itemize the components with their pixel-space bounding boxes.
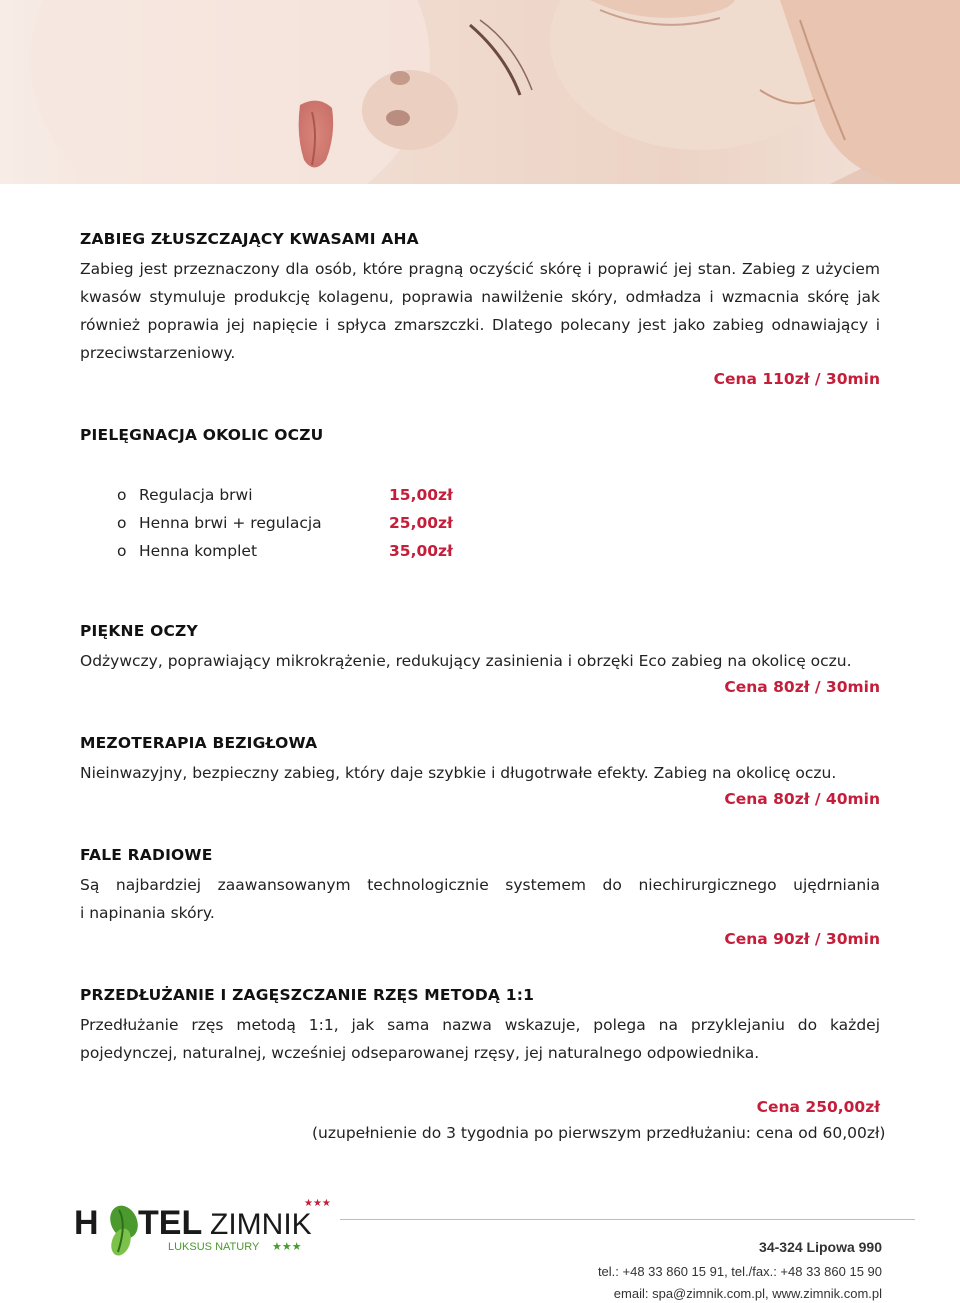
- price-beautiful-eyes: Cena 80zł / 30min: [724, 678, 880, 696]
- logo-tagline: LUKSUS NATURY: [168, 1241, 260, 1253]
- section-title-lashes: PRZEDŁUŻANIE I ZAGĘSZCZANIE RZĘS METODĄ 1:1: [80, 986, 535, 1004]
- bullet: o: [117, 486, 127, 504]
- logo-graphic: [72, 1192, 342, 1262]
- logo-stars-red: ★★★: [304, 1198, 331, 1209]
- section-title-aha: ZABIEG ZŁUSZCZAJĄCY KWASAMI AHA: [80, 230, 419, 248]
- section-title-beautiful-eyes: PIĘKNE OCZY: [80, 622, 198, 640]
- list-item: [117, 537, 517, 565]
- section-description-lashes-line2: pojedynczej, naturalnej, wcześniej odseparowanej rzęsy, jej naturalnego odpowiednika.: [80, 1044, 760, 1062]
- section-description-lashes-line1: Przedłużanie rzęs metodą 1:1, jak sama nazwa wskazuje, polega na przyklejaniu do każdej: [80, 1016, 880, 1034]
- price-radio-waves: Cena 90zł / 30min: [724, 930, 880, 948]
- item-name: Henna brwi + regulacja: [139, 514, 322, 532]
- logo-stars-green: ★★★: [272, 1240, 302, 1253]
- section-description-radio-waves-line2: i napinania skóry.: [80, 904, 215, 922]
- bullet: o: [117, 542, 127, 560]
- footer-address: 34-324 Lipowa 990: [759, 1239, 882, 1255]
- list-item: [117, 509, 517, 537]
- section-description-beautiful-eyes: Odżywczy, poprawiający mikrokrążenie, redukujący zasinienia i obrzęki Eco zabieg na okolicę oczu.: [80, 652, 852, 670]
- footer-divider: [340, 1219, 915, 1220]
- item-price: 25,00zł: [389, 514, 453, 532]
- section-title-radio-waves: FALE RADIOWE: [80, 846, 213, 864]
- header-photo: [0, 0, 960, 184]
- section-title-eyes-area: PIELĘGNACJA OKOLIC OCZU: [80, 426, 324, 444]
- footer-phone: tel.: +48 33 860 15 91, tel./fax.: +48 33 860 15 90: [597, 1264, 882, 1279]
- item-name: Henna komplet: [139, 542, 258, 560]
- price-lashes: Cena 250,00zł: [756, 1098, 880, 1116]
- section-title-mesotherapy: MEZOTERAPIA BEZIGŁOWA: [80, 734, 318, 752]
- logo-letter-h: H: [74, 1204, 99, 1242]
- item-price: 15,00zł: [389, 486, 453, 504]
- price-mesotherapy: Cena 80zł / 40min: [724, 790, 880, 808]
- logo-word-tel: TEL: [138, 1204, 203, 1242]
- section-description-mesotherapy: Nieinwazyjny, bezpieczny zabieg, który daje szybkie i długotrwałe efekty. Zabieg na okolicę oczu.: [80, 764, 837, 782]
- price-aha: Cena 110zł / 30min: [713, 370, 880, 388]
- logo-word-zimnik: ZIMNIK: [210, 1208, 312, 1241]
- hotel-zimnik-logo: [72, 1192, 342, 1262]
- item-name: Regulacja brwi: [139, 486, 253, 504]
- section-description-aha: Zabieg jest przeznaczony dla osób, które pragną oczyścić skórę i poprawić jej stan. Zabieg z użyciem kwasów stymuluje produkcję kolagenu, poprawia nawilżenie skóry, odmładza i wzmacnia skórę jak również poprawia jej napięcie i spłyca zmarszczki. Dlatego polecany jest jako zabieg odnawiający i przeciwstarzeniowy.: [80, 260, 880, 362]
- footer-email: email: spa@zimnik.com.pl, www.zimnik.com.pl: [613, 1286, 882, 1301]
- price-note-lashes: (uzupełnienie do 3 tygodnia po pierwszym przedłużaniu: cena od 60,00zł): [312, 1124, 886, 1142]
- eyes-area-price-list: [117, 481, 517, 565]
- face-massage-image: [0, 0, 960, 184]
- list-item: [117, 481, 517, 509]
- item-price: 35,00zł: [389, 542, 453, 560]
- bullet: o: [117, 514, 127, 532]
- section-description-radio-waves-line1: Są najbardziej zaawansowanym technologicznie systemem do niechirurgicznego ujędrniania: [80, 876, 880, 894]
